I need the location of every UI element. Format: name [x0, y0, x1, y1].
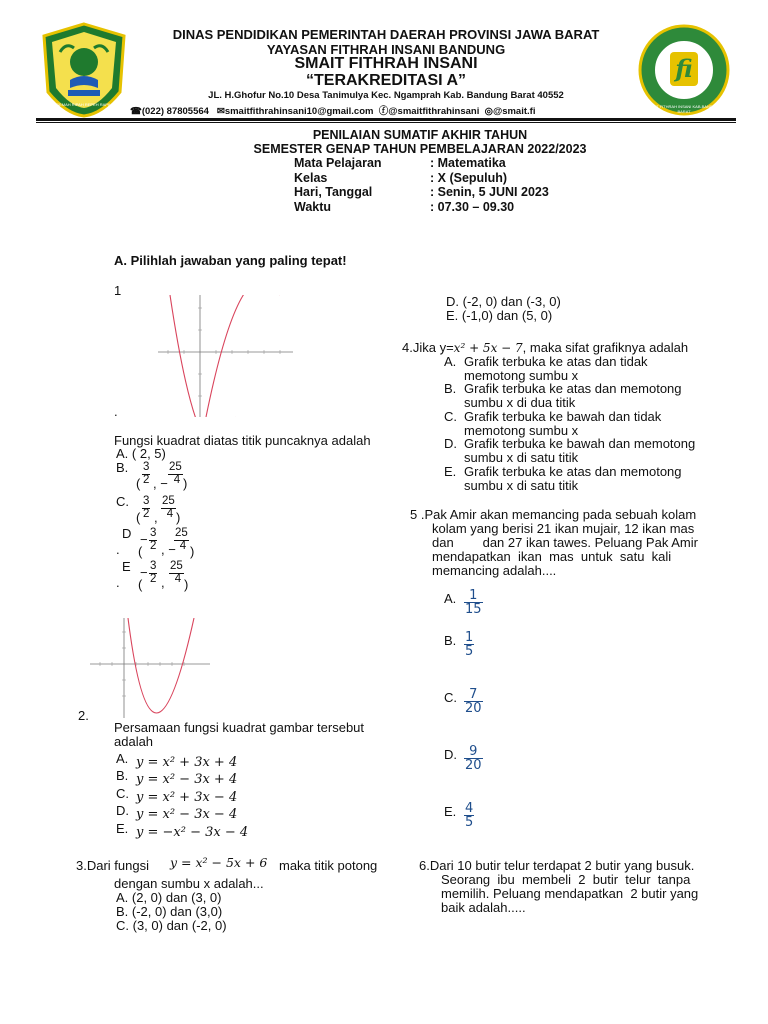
- paren-open: (: [138, 544, 143, 559]
- option-label: D.: [116, 803, 129, 818]
- phone-icon: ☎: [130, 106, 142, 117]
- exam-info: [294, 156, 549, 214]
- exam-title1: PENILAIAN SUMATIF AKHIR TAHUN: [312, 128, 528, 142]
- option-formula: y = x² − 3x − 4: [136, 807, 238, 822]
- fraction: [464, 802, 474, 829]
- q2-option-e[interactable]: [116, 821, 266, 840]
- q4-stem: [402, 340, 688, 355]
- comma: ,: [154, 510, 158, 525]
- option-text-2: sumbu x di satu titik: [464, 478, 579, 493]
- denominator: 5: [465, 815, 474, 830]
- paren-open: (: [138, 577, 143, 592]
- q5-option-b[interactable]: [444, 631, 504, 665]
- header-divider-thin: [36, 122, 736, 123]
- denominator: 5: [465, 644, 474, 659]
- numerator: 4: [465, 801, 474, 816]
- instagram-icon: ◎: [484, 106, 493, 117]
- q5-option-a[interactable]: [444, 589, 504, 623]
- option-text-1: Grafik terbuka ke bawah dan memotong: [464, 436, 696, 451]
- fraction: $\frac{3}{2}$: [150, 527, 157, 552]
- q1-option-e-label: E: [122, 559, 131, 574]
- right-logo: [638, 24, 730, 116]
- header-email: smaitfithrahinsani10@gmail.com: [224, 106, 374, 117]
- numerator: 1: [464, 589, 483, 603]
- fraction: [464, 688, 483, 715]
- numerator: 7: [464, 688, 483, 702]
- paren-open: (: [136, 476, 141, 491]
- q1-dot: .: [114, 404, 118, 419]
- option-label: A.: [444, 591, 457, 606]
- option-formula: y = −x² − 3x − 4: [136, 825, 249, 840]
- fraction: $\frac{3}{2}$: [143, 495, 150, 520]
- q2-option-d[interactable]: [116, 803, 266, 822]
- fraction: $\frac{25}{4}$: [169, 461, 182, 486]
- minus: −: [140, 532, 148, 547]
- option-formula: y = x² − 3x + 4: [136, 772, 238, 787]
- paren-close: ): [190, 544, 195, 559]
- left-logo: [40, 22, 128, 118]
- option-text-2: memotong sumbu x: [464, 423, 579, 438]
- option-text-2: sumbu x di dua titik: [464, 395, 576, 410]
- option-label: D.: [444, 747, 457, 762]
- paren-close: ): [183, 476, 188, 491]
- q1-option-b-label: B.: [116, 460, 129, 475]
- option-text-2: memotong sumbu x: [464, 368, 579, 383]
- left-logo-text: GEMAH RIPAH REPEH RAPIH: [56, 102, 112, 107]
- q1-option-d-dot: .: [116, 542, 120, 557]
- info-row: [294, 171, 549, 186]
- q5-line4: mendapatkan ikan mas untuk satu kali: [432, 549, 672, 564]
- fraction: [464, 745, 483, 772]
- q2-question: Persamaan fungsi kuadrat gambar tersebut adalah: [114, 720, 365, 749]
- option-label: B.: [444, 633, 457, 648]
- q5-line2: kolam yang berisi 21 ikan mujair, 12 ikan mas: [432, 521, 695, 536]
- fraction: $\frac{25}{4}$: [162, 495, 175, 520]
- q6-line1: 6.Dari 10 butir telur terdapat 2 butir yang busuk.: [419, 858, 695, 873]
- fraction: [464, 589, 483, 616]
- q3-suffix: maka titik potong: [279, 858, 378, 873]
- q3-option-e[interactable]: E. (-1,0) dan (5, 0): [446, 308, 553, 323]
- q5-option-c[interactable]: [444, 688, 504, 722]
- q2-number: 2.: [78, 708, 89, 723]
- q2-option-c[interactable]: [116, 786, 266, 805]
- header-line1: DINAS PENDIDIKAN PEMERINTAH DAERAH PROVINSI JAWA BARAT: [172, 27, 600, 42]
- option-label: B.: [444, 381, 457, 396]
- q5-line5: memancing adalah....: [432, 563, 557, 578]
- minus: −: [140, 565, 148, 580]
- q2-option-a[interactable]: [116, 751, 266, 770]
- option-label: C.: [116, 786, 129, 801]
- option-formula: y = x² + 3x − 4: [136, 790, 238, 805]
- q2-graph: [90, 618, 210, 718]
- header-line3: SMAIT FITHRAH INSANI: [294, 55, 478, 72]
- info-label: Hari, Tanggal: [294, 185, 373, 199]
- comma: , −: [153, 476, 168, 491]
- q1-number: 1: [114, 283, 122, 298]
- info-row: [294, 156, 549, 171]
- option-label: D.: [444, 436, 457, 451]
- q1-option-e-dot: .: [116, 575, 120, 590]
- q3-function: y = x² − 5x + 6: [170, 855, 268, 870]
- option-text-1: Grafik terbuka ke atas dan memotong: [464, 464, 682, 479]
- q5-line1: 5 .Pak Amir akan memancing pada sebuah kolam: [410, 507, 697, 522]
- info-label: Kelas: [294, 170, 328, 185]
- exam-title2: SEMESTER GENAP TAHUN PEMBELAJARAN 2022/2023: [253, 142, 587, 156]
- info-row: [294, 200, 549, 215]
- paren-close: ): [176, 510, 181, 525]
- q1-option-d-label: D: [122, 526, 132, 541]
- q3-option-c[interactable]: C. (3, 0) dan (-2, 0): [116, 918, 227, 933]
- right-logo-initials: fi: [675, 54, 693, 83]
- q6-line2: Seorang ibu membeli 2 butir telur tanpa: [441, 872, 691, 887]
- facebook-icon: ⓕ: [378, 106, 389, 117]
- paren-open: (: [136, 510, 141, 525]
- info-value: : Matematika: [430, 156, 506, 170]
- q5-option-e[interactable]: [444, 802, 504, 836]
- q1-option-c-label: C.: [116, 494, 129, 509]
- mail-icon: ✉: [216, 106, 225, 117]
- q3-line2: dengan sumbu x adalah...: [114, 876, 264, 891]
- q1-option-d[interactable]: [116, 526, 226, 559]
- header-contacts: [130, 103, 645, 117]
- q4-function: x² + 5x − 7: [453, 341, 523, 355]
- q2-option-b[interactable]: [116, 768, 266, 787]
- q4-option-c[interactable]: [444, 410, 720, 438]
- option-label: A.: [444, 354, 457, 369]
- q4-option-b[interactable]: [444, 382, 720, 410]
- option-label: B.: [116, 768, 129, 783]
- numerator: 9: [464, 745, 483, 759]
- q4-prefix: 4.Jika y=: [402, 340, 454, 355]
- q1-option-a[interactable]: A. ( 2, 5): [116, 446, 166, 461]
- option-label: E.: [116, 821, 129, 836]
- q1-option-c[interactable]: [116, 494, 226, 525]
- header-divider: [36, 118, 736, 121]
- numerator: 1: [465, 630, 474, 645]
- q4-option-d[interactable]: [444, 437, 720, 465]
- option-label: C.: [444, 409, 457, 424]
- fraction: $\frac{25}{4}$: [170, 560, 183, 585]
- comma: , −: [161, 542, 176, 557]
- info-label: Mata Pelajaran: [294, 156, 382, 170]
- info-value: : X (Sepuluh): [430, 170, 508, 185]
- header-phone: (022) 87805564: [141, 106, 209, 117]
- denominator: 20: [465, 701, 482, 716]
- q5-option-d[interactable]: [444, 745, 504, 779]
- fraction: $\frac{25}{4}$: [175, 527, 188, 552]
- option-label: A.: [116, 751, 129, 766]
- option-text-1: Grafik terbuka ke atas dan tidak: [464, 354, 648, 369]
- paren-close: ): [184, 577, 189, 592]
- option-label: E.: [444, 464, 457, 479]
- option-label: C.: [444, 690, 457, 705]
- denominator: 15: [465, 602, 482, 617]
- header-facebook: @smaitfithrahinsani: [388, 106, 480, 117]
- section-heading: A. Pilihlah jawaban yang paling tepat!: [114, 253, 347, 268]
- q3-option-b[interactable]: B. (-2, 0) dan (3,0): [116, 904, 223, 919]
- q6-line4: baik adalah.....: [441, 900, 526, 915]
- info-value: : 07.30 – 09.30: [430, 199, 515, 214]
- q3-option-d[interactable]: D. (-2, 0) dan (-3, 0): [446, 294, 561, 309]
- option-text-1: Grafik terbuka ke bawah dan tidak: [464, 409, 662, 424]
- q6-line3: memilih. Peluang mendapatkan 2 butir yang: [441, 886, 699, 901]
- comma: ,: [161, 575, 165, 590]
- q1-question: Fungsi kuadrat diatas titik puncaknya adalah: [114, 433, 371, 448]
- info-row: [294, 185, 549, 200]
- fraction: $\frac{3}{2}$: [150, 560, 157, 585]
- option-formula: y = x² + 3x + 4: [136, 755, 238, 770]
- q1-option-b[interactable]: [116, 460, 226, 491]
- header-address: JL. H.Ghofur No.10 Desa Tanimulya Kec. Ngamprah Kab. Bandung Barat 40552: [208, 90, 564, 101]
- right-logo-text: SMAIT FITHRAH INSANI KAB.BANDUNG BARAT: [646, 104, 722, 114]
- option-label: E.: [444, 804, 457, 819]
- q5-line3: dan dan 27 ikan tawes. Peluang Pak Amir: [432, 535, 698, 550]
- q3-prefix: 3.Dari fungsi: [76, 858, 149, 873]
- fraction: [464, 631, 474, 658]
- denominator: 20: [465, 758, 482, 773]
- option-text-1: Grafik terbuka ke atas dan memotong: [464, 381, 682, 396]
- info-label: Waktu: [294, 199, 332, 214]
- q1-option-e[interactable]: [116, 559, 226, 592]
- q3-option-a[interactable]: A. (2, 0) dan (3, 0): [116, 890, 222, 905]
- q4-option-a[interactable]: [444, 355, 720, 383]
- header-line4: “TERAKREDITASI A”: [306, 72, 466, 89]
- q4-suffix: , maka sifat grafiknya adalah: [522, 340, 689, 355]
- q4-option-e[interactable]: [444, 465, 720, 493]
- option-text-2: sumbu x di satu titik: [464, 450, 579, 465]
- header-instagram: @smait.fi: [492, 106, 536, 117]
- fraction: $\frac{3}{2}$: [143, 461, 150, 486]
- q1-graph: [158, 295, 293, 417]
- info-value: : Senin, 5 JUNI 2023: [430, 185, 549, 199]
- header-line2: YAYASAN FITHRAH INSANI BANDUNG: [266, 42, 506, 57]
